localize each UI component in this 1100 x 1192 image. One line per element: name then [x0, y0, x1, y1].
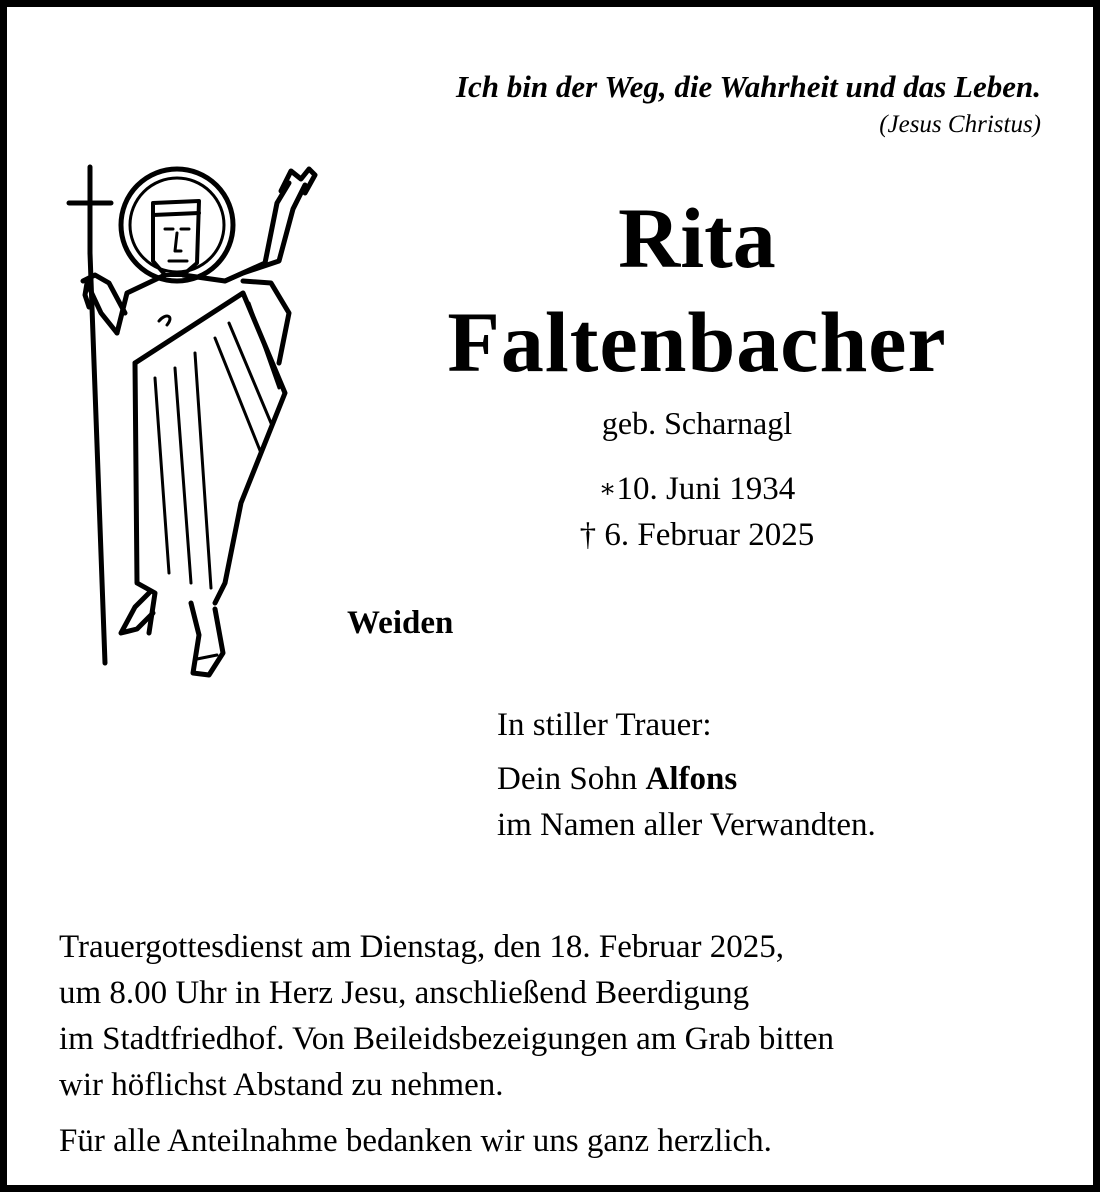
death-date-line: [347, 517, 1047, 554]
mourners-line-relatives: im Namen aller Verwandten.: [497, 807, 876, 843]
mourners-heading: In stiller Trauer:: [497, 707, 712, 743]
deceased-first-name: Rita: [618, 190, 776, 286]
mourners-line-prefix: Dein Sohn: [497, 761, 646, 797]
service-info-line: Trauergottesdienst am Dienstag, den 18. Februar 2025,: [59, 929, 784, 965]
service-info-line: um 8.00 Uhr in Herz Jesu, anschließend Beerdigung: [59, 975, 750, 1011]
motto-source: (Jesus Christus): [879, 111, 1041, 138]
birth-date-line: [347, 471, 1047, 508]
birth-star-icon: ∗: [598, 474, 617, 503]
deceased-last-name: Faltenbacher: [447, 294, 947, 390]
place-of-residence: Weiden: [347, 605, 454, 641]
death-date: 6. Februar 2025: [604, 517, 815, 553]
thanks-line: Für alle Anteilnahme bedanken wir uns ganz herzlich.: [59, 1123, 772, 1159]
mourners-line-son: [497, 761, 737, 798]
service-info-line: im Stadtfriedhof. Von Beileidsbezeigungen am Grab bitten: [59, 1021, 835, 1057]
son-name: Alfons: [645, 761, 738, 797]
risen-christ-with-cross-staff-icon: [65, 163, 325, 683]
motto-quote: Ich bin der Weg, die Wahrheit und das Leben.: [455, 69, 1041, 104]
birth-date: 10. Juni 1934: [616, 471, 796, 507]
death-dagger-icon: †: [579, 517, 597, 553]
service-info-line: wir höflichst Abstand zu nehmen.: [59, 1067, 504, 1103]
birth-name: geb. Scharnagl: [601, 405, 793, 441]
